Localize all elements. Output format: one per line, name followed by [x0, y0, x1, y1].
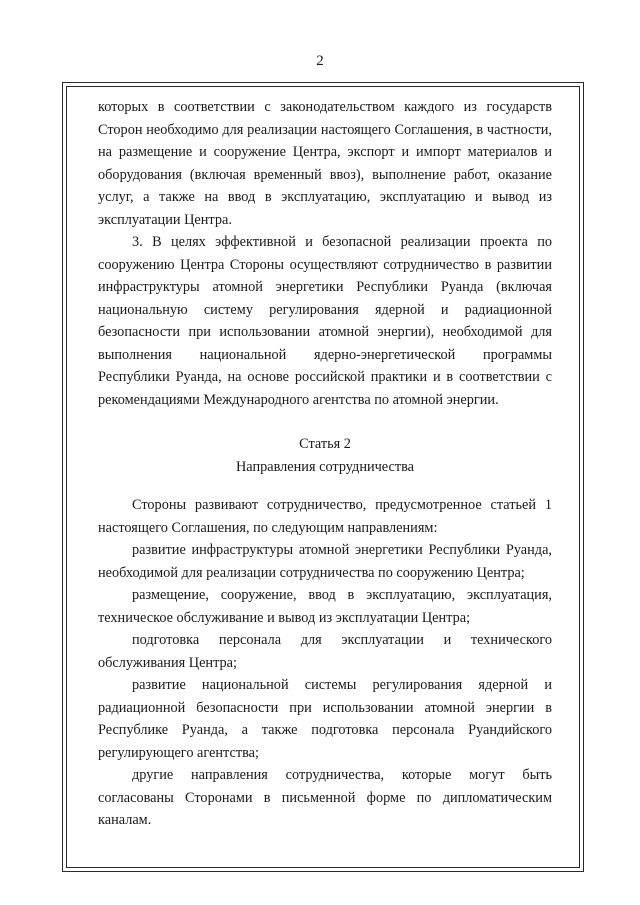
article-title: Направления сотрудничества	[235, 458, 415, 475]
list-item: развитие национальной системы регулирования ядерной и радиационной безопасности при использовании атомной энергии в Республике Руанда, а также подготовка персонала Руандийского регулирующего агентства;	[98, 677, 552, 761]
article-2-header	[98, 433, 552, 478]
page-number: 2	[316, 53, 324, 69]
paragraph-3: 3. В целях эффективной и безопасной реализации проекта по сооружению Центра Стороны осуществляют сотрудничество в развитии инфраструктуры атомной энергетики Республики Руанда (включая национальную систему регулирования ядерной и радиационной безопасности при использовании атомной энергии), необходимой для выполнения национальной ядерно-энергетической программы Республики Руанда, на основе российской практики и в соответствии с рекомендациями Международного агентства по атомной энергии.	[98, 234, 552, 408]
list-item: подготовка персонала для эксплуатации и технического обслуживания Центра;	[98, 632, 552, 671]
document-body	[98, 96, 552, 832]
list-item: размещение, сооружение, ввод в эксплуатацию, эксплуатация, техническое обслуживание и вывод из эксплуатации Центра;	[98, 587, 552, 626]
article-intro: Стороны развивают сотрудничество, предусмотренное статьей 1 настоящего Соглашения, по следующим направлениям:	[98, 497, 552, 536]
intro-paragraph: которых в соответствии с законодательством каждого из государств Сторон необходимо для реализации настоящего Соглашения, в частности, на размещение и сооружение Центра, экспорт и импорт материалов и оборудования (включая временный ввоз), выполнение работ, оказание услуг, а также на ввод в эксплуатацию, эксплуатацию и вывод из эксплуатации Центра.	[98, 99, 552, 228]
list-item: развитие инфраструктуры атомной энергетики Республики Руанда, необходимой для реализации сотрудничества по сооружению Центра;	[98, 542, 552, 581]
article-number: Статья 2	[299, 436, 351, 452]
list-item: другие направления сотрудничества, которые могут быть согласованы Сторонами в письменной форме по дипломатическим каналам.	[98, 767, 552, 828]
